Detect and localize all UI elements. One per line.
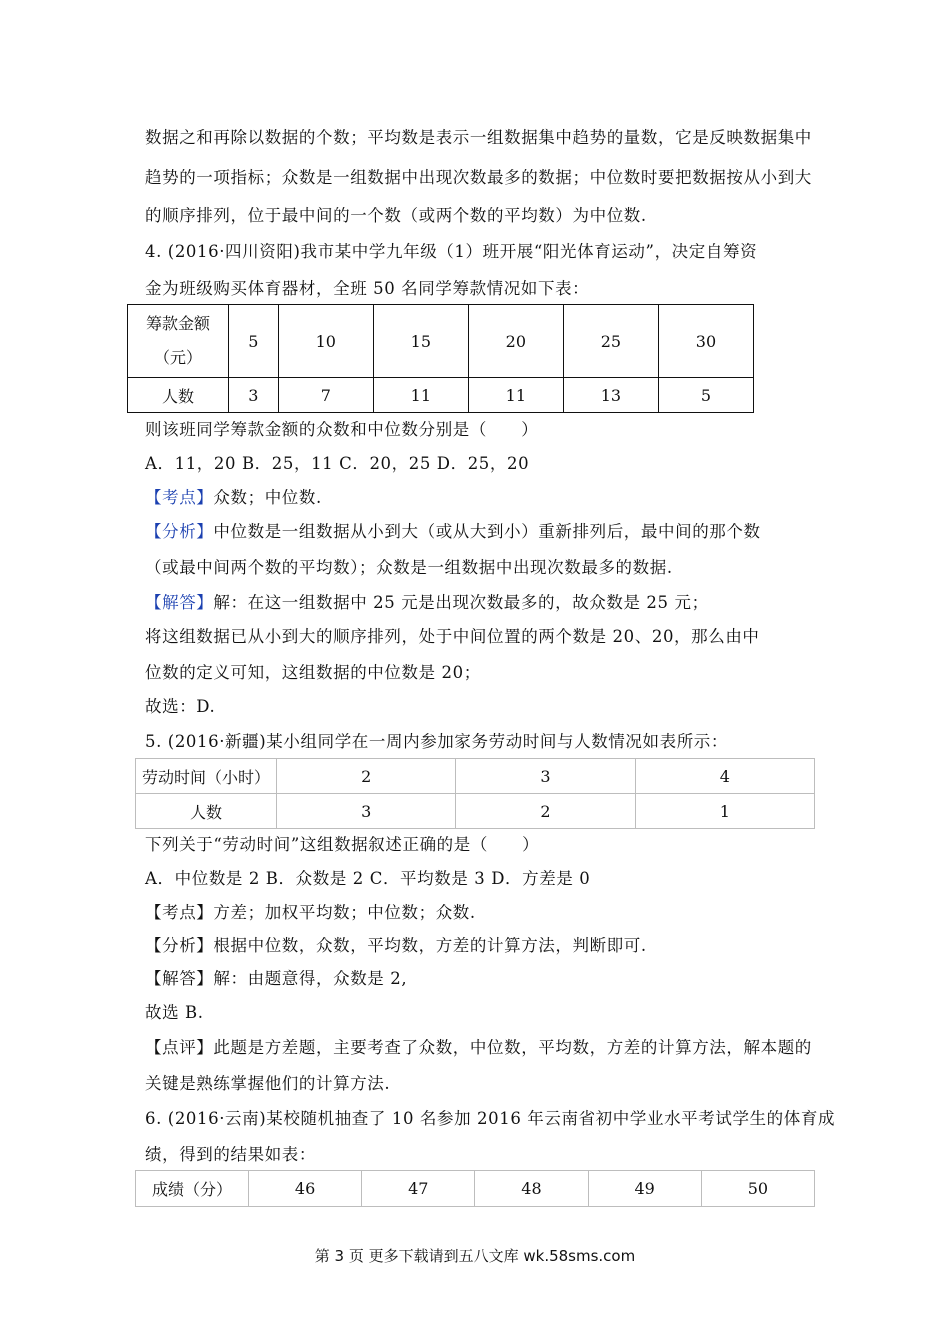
q4-table — [127, 304, 754, 413]
q4-jieda — [145, 589, 709, 613]
table-header-cell — [128, 305, 229, 378]
table-cell: 2 — [277, 759, 456, 794]
q6-stem-line: 绩，得到的结果如表： — [145, 1145, 316, 1164]
table-cell: 48 — [475, 1171, 588, 1207]
q4-jieda-line2: 将这组数据已从小到大的顺序排列，处于中间位置的两个数是 20、20，那么由中 — [145, 627, 760, 646]
q4-fenxi-line2: （或最中间两个数的平均数）；众数是一组数据中出现次数最多的数据. — [145, 558, 673, 577]
table-header-cell: 成绩（分） — [136, 1171, 249, 1207]
table-cell: 1 — [635, 794, 814, 829]
table-cell: 47 — [362, 1171, 475, 1207]
table-cell: 25 — [563, 305, 658, 378]
q6-table — [135, 1170, 815, 1207]
q5-table — [135, 758, 815, 829]
paragraph-line: 趋势的一项指标；众数是一组数据中出现次数最多的数据；中位数时要把数据按从小到大 — [145, 168, 812, 187]
table-cell: 11 — [373, 378, 468, 413]
table-header-cell: 人数 — [136, 794, 277, 829]
q5-jieda: 【解答】解：由题意得，众数是 2, — [145, 969, 408, 988]
table-cell: 3 — [229, 378, 279, 413]
q6-stem-line: 6. (2016·云南)某校随机抽查了 10 名参加 2016 年云南省初中学业水平考试学生的体育成 — [145, 1109, 836, 1128]
table-cell: 5 — [658, 378, 753, 413]
q5-kaodian: 【考点】方差；加权平均数；中位数；众数. — [145, 903, 476, 922]
table-cell: 4 — [635, 759, 814, 794]
kaodian-text: 众数；中位数. — [213, 488, 322, 507]
q4-stem-line: 4. (2016·四川资阳)我市某中学九年级（1）班开展“阳光体育运动”，决定自筹资 — [145, 242, 758, 261]
q5-options: A．中位数是 2 B．众数是 2 C．平均数是 3 D．方差是 0 — [145, 869, 591, 888]
table-cell: 11 — [468, 378, 563, 413]
q5-dianping-line2: 关键是熟练掌握他们的计算方法. — [145, 1074, 391, 1093]
q5-fenxi: 【分析】根据中位数，众数，平均数，方差的计算方法，判断即可. — [145, 936, 647, 955]
q4-question: 则该班同学筹款金额的众数和中位数分别是（ ） — [145, 420, 539, 439]
table-cell: 49 — [588, 1171, 701, 1207]
q4-options: A．11，20 B．25，11 C．20，25 D．25，20 — [145, 454, 530, 473]
table-cell: 3 — [456, 759, 635, 794]
table-cell: 3 — [277, 794, 456, 829]
q4-jieda-line3: 位数的定义可知，这组数据的中位数是 20； — [145, 663, 481, 682]
fenxi-text: 中位数是一组数据从小到大（或从大到小）重新排列后，最中间的那个数 — [213, 522, 761, 541]
table-cell: 2 — [456, 794, 635, 829]
table-cell: 7 — [278, 378, 373, 413]
jieda-text: 解：在这一组数据中 25 元是出现次数最多的，故众数是 25 元； — [213, 593, 709, 612]
q5-dianping: 【点评】此题是方差题，主要考查了众数，中位数，平均数，方差的计算方法，解本题的 — [145, 1038, 812, 1057]
q4-stem-line: 金为班级购买体育器材，全班 50 名同学筹款情况如下表： — [145, 279, 590, 298]
q5-question: 下列关于“劳动时间”这组数据叙述正确的是（ ） — [145, 835, 540, 854]
q4-answer: 故选：D. — [145, 697, 216, 716]
header-line: 筹款金额 — [145, 314, 210, 333]
table-cell: 50 — [701, 1171, 814, 1207]
page-footer: 第 3 页 更多下载请到五八文库 wk.58sms.com — [314, 1247, 636, 1265]
table-cell: 10 — [278, 305, 373, 378]
q4-fenxi — [145, 518, 761, 542]
table-cell: 30 — [658, 305, 753, 378]
q5-answer: 故选 B. — [145, 1003, 204, 1022]
header-line: （元） — [153, 348, 202, 367]
table-cell: 20 — [468, 305, 563, 378]
table-cell: 13 — [563, 378, 658, 413]
paragraph-line: 的顺序排列，位于最中间的一个数（或两个数的平均数）为中位数. — [145, 206, 647, 225]
table-cell: 5 — [229, 305, 279, 378]
q4-kaodian — [145, 484, 322, 508]
kaodian-tag: 【考点】 — [145, 488, 214, 507]
table-header-cell: 劳动时间（小时） — [136, 759, 277, 794]
paragraph-line: 数据之和再除以数据的个数；平均数是表示一组数据集中趋势的量数，它是反映数据集中 — [145, 128, 812, 147]
jieda-tag: 【解答】 — [145, 593, 214, 612]
q5-stem: 5. (2016·新疆)某小组同学在一周内参加家务劳动时间与人数情况如表所示： — [145, 732, 728, 751]
table-cell: 15 — [373, 305, 468, 378]
table-cell: 46 — [249, 1171, 362, 1207]
fenxi-tag: 【分析】 — [145, 522, 214, 541]
table-header-cell: 人数 — [128, 378, 229, 413]
